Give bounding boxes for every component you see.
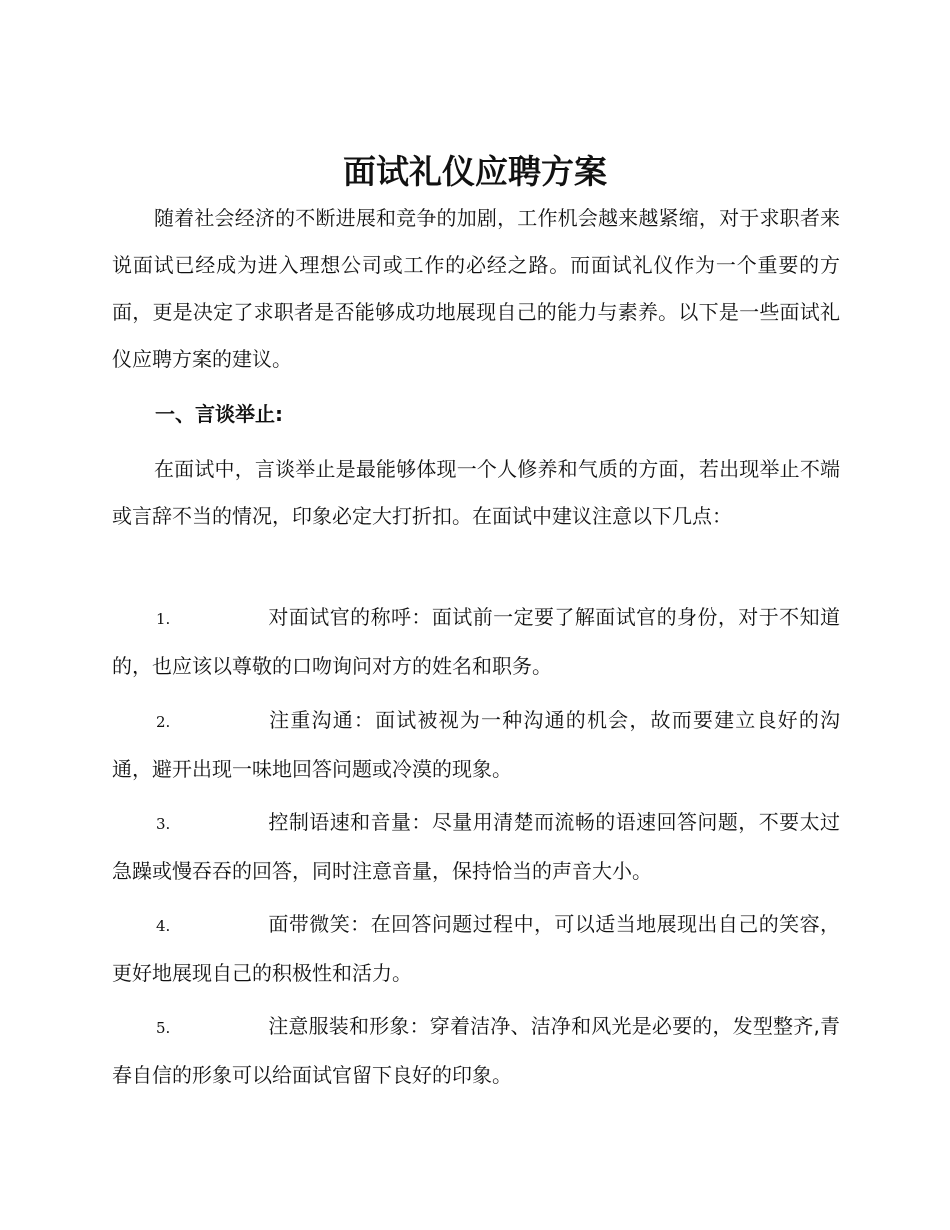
list-number: 2.: [156, 713, 171, 731]
section-1-paragraph: 在面试中，言谈举止是最能够体现一个人修养和气质的方面，若出现举止不端或言辞不当的情况，印象必定大打折扣。在面试中建议注意以下几点：: [112, 457, 840, 528]
list-item-text: 面带微笑：在回答问题过程中，可以适当地展现出自己的笑容，更好地展现自己的积极性和活力。: [112, 912, 840, 985]
list-item-2: [112, 697, 840, 793]
list-item-4: [112, 901, 840, 997]
list-item-3: [112, 799, 840, 895]
section-heading-1: 一、言谈举止:: [155, 402, 283, 426]
list-item-text: 注重沟通：面试被视为一种沟通的机会，故而要建立良好的沟通，避开出现一味地回答问题或冷漠的现象。: [112, 708, 840, 781]
list-item-5: [112, 1003, 840, 1099]
list-number: 4.: [156, 917, 171, 935]
list-item-text: 注意服装和形象：穿着洁净、洁净和风光是必要的，发型整齐,青春自信的形象可以给面试官留下良好的印象。: [112, 1014, 840, 1087]
list-number: 1.: [156, 610, 171, 628]
list-number: 3.: [156, 815, 171, 833]
list-item-1: [112, 594, 840, 690]
list-item-text: 控制语速和音量：尽量用清楚而流畅的语速回答问题，不要太过急躁或慢吞吞的回答，同时注意音量，保持恰当的声音大小。: [112, 810, 840, 883]
list-item-text: 对面试官的称呼：面试前一定要了解面试官的身份，对于不知道的，也应该以尊敬的口吻询问对方的姓名和职务。: [112, 605, 840, 678]
intro-paragraph: 随着社会经济的不断进展和竞争的加剧，工作机会越来越紧缩，对于求职者来说面试已经成为进入理想公司或工作的必经之路。而面试礼仪作为一个重要的方面，更是决定了求职者是否能够成功地展现自己的能力与素养。以下是一些面试礼仪应聘方案的建议。: [112, 206, 840, 371]
list-number: 5.: [156, 1019, 171, 1037]
document-title: 面试礼仪应聘方案: [343, 152, 607, 191]
